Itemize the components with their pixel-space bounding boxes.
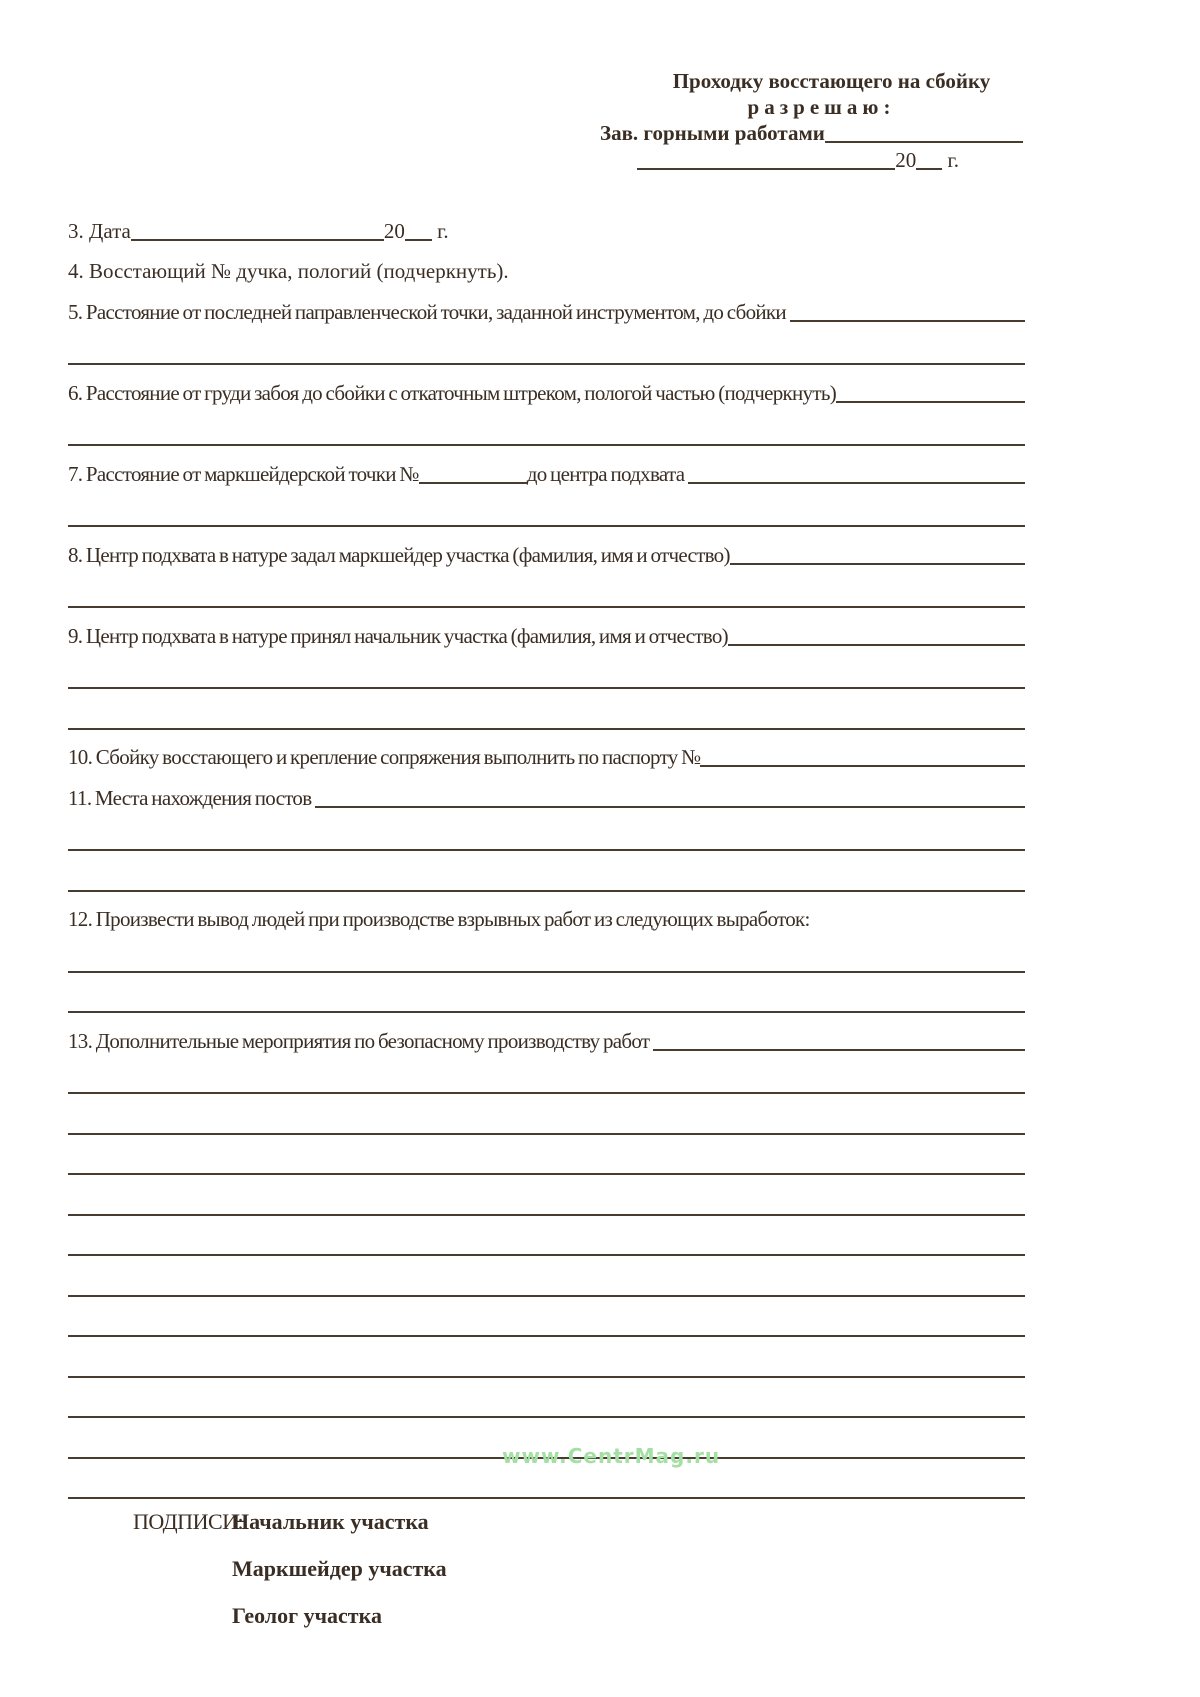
ruled-blank-line (68, 1175, 1025, 1216)
ruled-blank-line (68, 325, 1025, 366)
form-row (68, 1013, 1025, 1054)
signature-row (133, 1488, 447, 1535)
form-field-label: 7. Расстояние от маркшейдерской точки № (68, 461, 419, 486)
form-row (68, 365, 1025, 406)
form-row (68, 608, 1025, 649)
ruled-blank-line (68, 1297, 1025, 1338)
ruled-blank-line (68, 689, 1025, 730)
ruled-blank-line (68, 851, 1025, 892)
blank-fill-line (419, 482, 527, 484)
form-field-label: 11. Места нахождения постов (68, 785, 315, 810)
year-prefix: 20 (895, 148, 917, 172)
blank-fill-line (916, 168, 942, 170)
signature-role-surveyor: Маркшейдер участка (232, 1556, 447, 1581)
signature-role-geologist: Геолог участка (232, 1603, 382, 1628)
form-row (68, 770, 1025, 811)
ruled-blank-line (68, 1256, 1025, 1297)
form-field-label: 10. Сбойку восстающего и крепление сопряжения выполнить по паспорту № (68, 745, 701, 769)
form-row (68, 203, 1025, 244)
ruled-blank-line (68, 1378, 1025, 1419)
blank-fill-line (653, 1049, 1025, 1051)
form-field-label: 5. Расстояние от последней паправленческой точки, заданной инструментом, до сбойки (68, 299, 790, 324)
form-row (68, 284, 1025, 325)
ruled-blank-line (68, 1054, 1025, 1095)
form-row (68, 446, 1025, 487)
header-date-line (637, 146, 959, 173)
form-field-label: 12. Произвести вывод людей при производстве взрывных работ из следующих выработок: (68, 907, 810, 931)
form-row (68, 730, 1025, 771)
ruled-blank-line (68, 973, 1025, 1014)
form-row (68, 244, 1025, 285)
signature-row (133, 1582, 447, 1629)
blank-fill-line (637, 168, 895, 170)
blank-fill-line (836, 401, 1025, 403)
form-field-label: 20 (383, 218, 405, 243)
header-title-line1: Проходку восстающего на сбойку (672, 69, 991, 93)
ruled-blank-line (68, 811, 1025, 852)
form-row (68, 892, 1025, 933)
ruled-blank-line (68, 406, 1025, 447)
year-suffix: г. (942, 148, 959, 172)
form-field-label: 9. Центр подхвата в натуре принял начальник участка (фамилия, имя и отчество) (68, 623, 728, 648)
signature-row (133, 1535, 447, 1582)
header-title-line2: разрешаю: (747, 95, 896, 119)
ruled-blank-line (68, 1216, 1025, 1257)
blank-fill-line (728, 644, 1025, 646)
blank-fill-line (688, 482, 1025, 484)
watermark: www.CentrMag.ru (502, 1444, 721, 1468)
signature-role-section-chief: Начальник участка (232, 1509, 429, 1534)
ruled-blank-line (68, 568, 1025, 609)
blank-fill-line (790, 320, 1026, 322)
blank-fill-line (315, 806, 1025, 808)
form-field-label: 8. Центр подхвата в натуре задал маркшейдер участка (фамилия, имя и отчество) (68, 542, 730, 567)
ruled-blank-line (68, 1337, 1025, 1378)
ruled-blank-line (68, 1135, 1025, 1176)
blank-fill-line (730, 563, 1025, 565)
blank-fill-line (700, 765, 1025, 767)
form-body (68, 203, 1025, 1499)
signatures-block (133, 1488, 447, 1629)
approval-header (600, 68, 1023, 173)
approver-label: Зав. горными работами (600, 121, 825, 145)
ruled-blank-line (68, 649, 1025, 690)
blank-fill-line (131, 239, 384, 241)
ruled-blank-line (68, 1094, 1025, 1135)
ruled-blank-line (68, 487, 1025, 528)
ruled-blank-line (68, 932, 1025, 973)
approver-line (600, 120, 1023, 146)
form-field-label: 3. Дата (68, 218, 131, 243)
form-row (68, 527, 1025, 568)
form-field-label: 13. Дополнительные мероприятия по безопасному производству работ (68, 1028, 653, 1053)
blank-fill-line (825, 141, 1023, 143)
form-field-label: до центра подхвата (526, 461, 688, 486)
form-field-label: 4. Восстающий № дучка, пологий (подчеркнуть). (68, 259, 509, 283)
signatures-label: ПОДПИСИ: (133, 1509, 244, 1534)
form-field-label: г. (431, 218, 449, 243)
form-field-label: 6. Расстояние от груди забоя до сбойки с откаточным штреком, пологой частью (подчеркнуть) (68, 380, 837, 405)
blank-fill-line (405, 239, 432, 241)
